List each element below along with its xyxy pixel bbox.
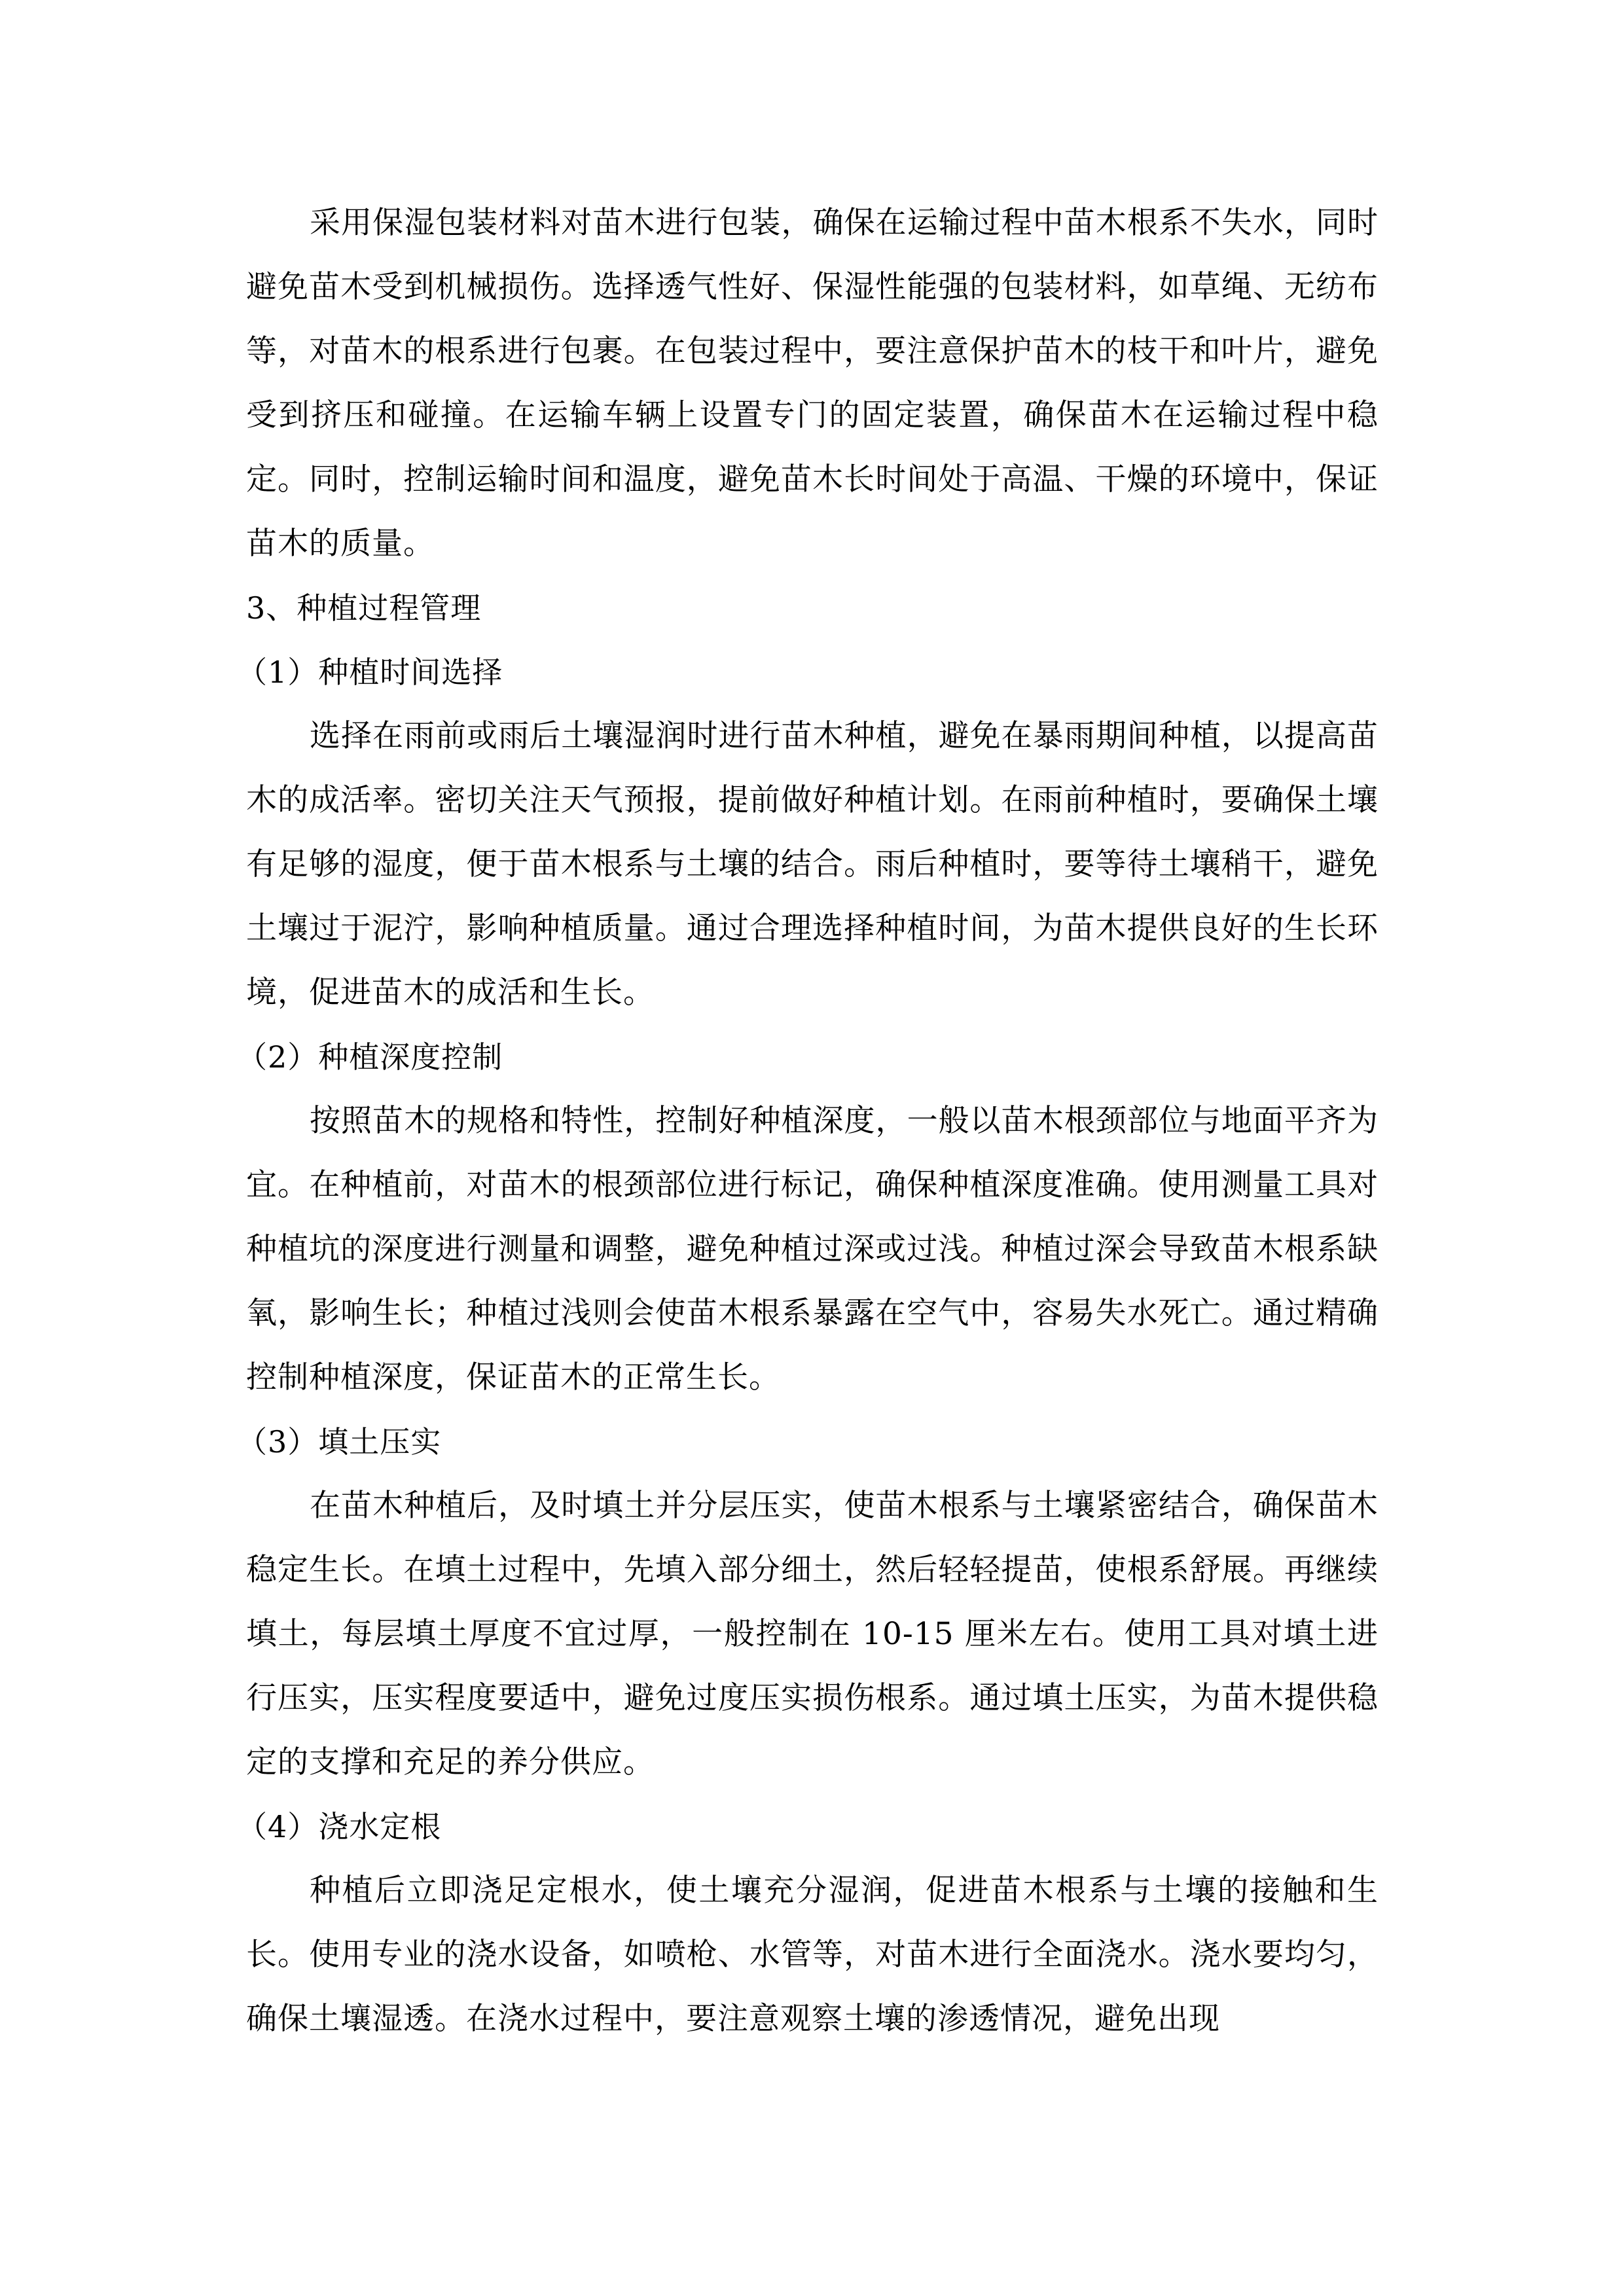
subheading-planting-depth: （2）种植深度控制 bbox=[237, 1039, 503, 1075]
subheading-backfill: （3）填土压实 bbox=[237, 1424, 442, 1460]
paragraph-packaging: 采用保湿包装材料对苗木进行包装，确保在运输过程中苗木根系不失水，同时避免苗木受到机械损伤。选择透气性好、保湿性能强的包装材料，如草绳、无纺布等，对苗木的根系进行包裹。在包装过程中，要注意保护苗木的枝干和叶片，避免受到挤压和碰撞。在运输车辆上设置专门的固定装置，确保苗木在运输过程中稳定。同时，控制运输时间和温度，避免苗木长时间处于高温、干燥的环境中，保证苗木的质量。 bbox=[246, 205, 1379, 562]
paragraph-backfill: 在苗木种植后，及时填土并分层压实，使苗木根系与土壤紧密结合，确保苗木稳定生长。在填土过程中，先填入部分细土，然后轻轻提苗，使根系舒展。再继续填土，每层填土厚度不宜过厚，一般控制在 10-15 厘米左右。使用工具对填土进行压实，压实程度要适中，避免过度压实损伤根系。通过填土压实，为苗木提供稳定的支撑和充足的养分供应。 bbox=[246, 1488, 1379, 1780]
subheading-planting-time: （1）种植时间选择 bbox=[237, 655, 503, 690]
document-body bbox=[237, 191, 1379, 2051]
paragraph-planting-depth: 按照苗木的规格和特性，控制好种植深度，一般以苗木根颈部位与地面平齐为宜。在种植前，对苗木的根颈部位进行标记，确保种植深度准确。使用测量工具对种植坑的深度进行测量和调整，避免种植过深或过浅。种植过深会导致苗木根系缺氧，影响生长；种植过浅则会使苗木根系暴露在空气中，容易失水死亡。通过精确控制种植深度，保证苗木的正常生长。 bbox=[246, 1103, 1379, 1395]
section-heading-planting-management: 3、种植过程管理 bbox=[246, 590, 482, 626]
paragraph-planting-time: 选择在雨前或雨后土壤湿润时进行苗木种植，避免在暴雨期间种植，以提高苗木的成活率。密切关注天气预报，提前做好种植计划。在雨前种植时，要确保土壤有足够的湿度，便于苗木根系与土壤的结合。雨后种植时，要等待土壤稍干，避免土壤过于泥泞，影响种植质量。通过合理选择种植时间，为苗木提供良好的生长环境，促进苗木的成活和生长。 bbox=[246, 718, 1379, 1011]
subheading-watering: （4）浇水定根 bbox=[237, 1809, 442, 1844]
paragraph-watering: 种植后立即浇足定根水，使土壤充分湿润，促进苗木根系与土壤的接触和生长。使用专业的浇水设备，如喷枪、水管等，对苗木进行全面浇水。浇水要均匀，确保土壤湿透。在浇水过程中，要注意观察土壤的渗透情况，避免出现 bbox=[246, 1873, 1379, 2037]
